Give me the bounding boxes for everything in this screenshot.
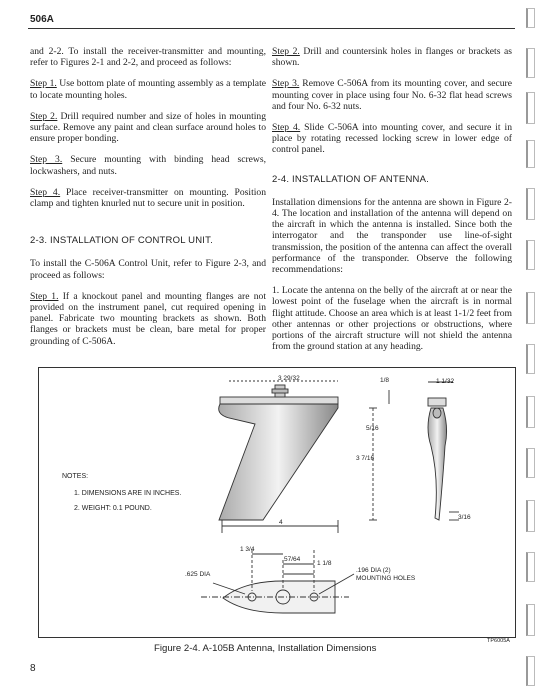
dim-bottom-length: 4: [279, 519, 283, 526]
dim-hole-spacing-a: 1 3/4: [240, 546, 255, 553]
step-text: Drill and countersink holes in flanges or brackets as shown.: [272, 46, 512, 69]
note-1: 1. DIMENSIONS ARE IN INCHES.: [74, 490, 182, 497]
dim-196-dia: .196 DIA (2): [356, 567, 391, 574]
dim-side-bottom: 3/16: [458, 514, 471, 521]
antenna-base-plate: [220, 397, 338, 404]
step-paragraph: [30, 291, 266, 347]
step-paragraph: [272, 46, 512, 68]
step-label: Step 3.: [272, 78, 300, 90]
step-text: Secure mounting with binding head screws, lockwashers, and nuts.: [30, 154, 266, 177]
dim-mounting-holes: MOUNTING HOLES: [356, 575, 416, 582]
figure-frame: [38, 367, 516, 638]
dim-base-thickness: 1/8: [380, 377, 390, 384]
figure-id: TP6005A: [487, 638, 510, 644]
step-label: Step 1.: [30, 290, 59, 302]
step-label: Step 3.: [30, 154, 63, 166]
step-label: Step 1.: [30, 78, 57, 90]
step-paragraph: [272, 78, 512, 112]
dim-625-dia: .625 DIA: [185, 571, 211, 578]
dim-height: 3 7/16: [356, 455, 375, 462]
step-text: Use bottom plate of mounting assembly as a template to locate mounting holes.: [30, 78, 266, 101]
step-label: Step 2.: [30, 110, 58, 122]
dim-side-width: 1 1/32: [436, 378, 455, 385]
step-text: Place receiver-transmitter on mounting. Position clamp and tighten knurled nut to secure unit in position.: [30, 186, 266, 210]
dim-hole-spacing-c: 1 1/8: [317, 560, 332, 567]
step-label: Step 4.: [272, 122, 301, 134]
step-text: Slide C-506A into mounting cover, and secure it in place by rotating recessed locking screw in lower edge of control panel.: [272, 122, 512, 156]
section-title: 2-3. INSTALLATION OF CONTROL UNIT.: [30, 235, 213, 247]
section-title: 2-4. INSTALLATION OF ANTENNA.: [272, 173, 429, 185]
step-paragraph: [272, 122, 512, 156]
notes-title: NOTES:: [62, 473, 89, 480]
step-label: Step 4.: [30, 186, 61, 198]
right-column: [272, 46, 512, 362]
dim-width-top: 3 29/32: [278, 375, 300, 382]
step-paragraph: [30, 187, 266, 209]
note-2: 2. WEIGHT: 0.1 POUND.: [74, 505, 152, 512]
antenna-drawing: [39, 368, 515, 637]
antenna-side-view: [428, 408, 447, 520]
document-id: 506A: [30, 14, 54, 25]
step-paragraph: [30, 111, 266, 145]
header-rule: [28, 28, 515, 29]
dim-side-top: 5/16: [366, 425, 379, 432]
step-text: If a knockout panel and mounting flanges are not provided on the instrument panel, cut required opening in panel. Fabricate two mounting brackets as shown. Both flanges or brackets must be clean, bare metal for proper grounding of C-506A.: [30, 290, 266, 347]
step-label: Step 2.: [272, 46, 300, 57]
step-text: Drill required number and size of holes in mounting surface. Remove any paint and clean surface around holes to ensure proper bonding.: [30, 110, 266, 145]
step-paragraph: [30, 78, 266, 100]
left-column: [30, 46, 266, 357]
page-number: 8: [30, 663, 36, 674]
figure-caption: Figure 2-4. A-105B Antenna, Installation Dimensions: [154, 643, 377, 654]
paragraph: 1. Locate the antenna on the belly of the aircraft at or near the lowest point of the fuselage when the aircraft is in normal flight attitude. Choose an area which is at least 1-1/2 feet from other antennas or other projections or obstructions, where portions of the aircraft structure will not shield the antenna from the ground station at any heading.: [272, 285, 512, 353]
step-paragraph: [30, 154, 266, 176]
paragraph: Installation dimensions for the antenna are shown in Figure 2-4. The location and installation of the antenna will depend on the aircraft in which the antenna is installed. Since both the interrogator and the transponder use line-of-sight transmission, the position of the antenna can affect the overall performance of the transponder. Observe the following recommendations:: [272, 196, 512, 276]
paragraph: and 2-2. To install the receiver-transmitter and mounting, refer to Figures 2-1 and 2-2, and proceed as follows:: [30, 46, 266, 69]
paragraph: To install the C-506A Control Unit, refer to Figure 2-3, and proceed as follows:: [30, 258, 266, 281]
binding-margin: [518, 0, 541, 700]
dim-hole-spacing-b: 57/64: [284, 556, 301, 563]
step-text: Remove C-506A from its mounting cover, and secure mounting cover in place using four No. 6-32 flat head screws and four No. 6-32 nuts.: [272, 78, 512, 112]
antenna-blade: [219, 404, 338, 520]
